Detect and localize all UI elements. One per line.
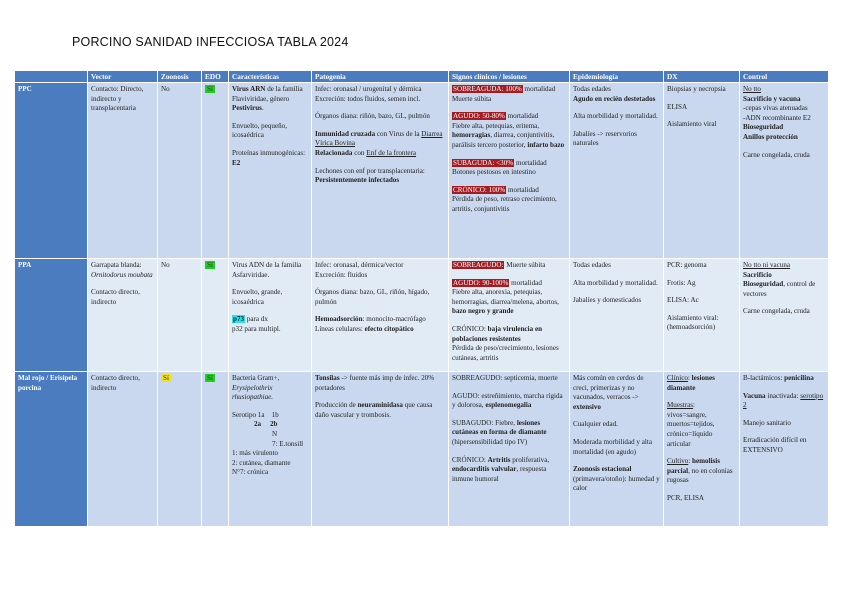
cell-ppc-dx: Biopsias y necropsia ELISA Aislamiento viral [664, 83, 740, 259]
cell-ppc-vector: Contacto: Directo, indirecto y transplacentaria [88, 83, 158, 259]
cell-ppa-vector: Garrapata blanda: Ornitodorus moubata Contacto directo, indirecto [88, 259, 158, 372]
cell-ppa-control: No tto ni vacuna Sacrificio Bioseguridad, control de vectores Carne congelada, cruda [740, 259, 829, 372]
table-row-malrojo [15, 372, 829, 527]
cell-ppa-patogenia: Infec: oronasal, dérmica/vector Excreción: fluidos Órganos diana: bazo, GL, riñón, hígado, pulmón Hemoadsorción: monocito-macrófago Líneas celulares: efecto citopático [312, 259, 449, 372]
document-title: PORCINO SANIDAD INFECCIOSA TABLA 2024 [72, 35, 349, 49]
cell-ppa-signos: SOBREAGUDO: Muerte súbita AGUDO: 90-100% mortalidad Fiebre alta, anorexia, petequias, hemorragias, diarrea/melena, abortos, bazo negro y grande CRÓNICO: baja virulencia en poblaciones resistentes Pérdida de peso/crecimiento, lesiones cutáneas, artritis [449, 259, 570, 372]
cell-ppc-patogenia: Infec: oronasal / urogenital y dérmica Excreción: todos fluidos, semen incl. Órganos diana: riñón, bazo, GL, pulmón Inmunidad cruzada con Virus de la Diarrea Vírica Bovina Relacionada con Enf de la frontera Lechones con enf por transplacentaria: Persistentemente infectados [312, 83, 449, 259]
table-row-ppc [15, 83, 829, 259]
edo-badge: Sí [207, 261, 213, 269]
header-vector: Vector [88, 71, 158, 83]
header-row [15, 71, 829, 83]
cell-ppa-edo [202, 259, 229, 372]
row-label-malrojo: Mal rojo / Erisipela porcina [15, 372, 88, 527]
header-zoonosis: Zoonosis [158, 71, 202, 83]
header-control: Control [740, 71, 829, 83]
header-cell [15, 71, 88, 83]
edo-badge: Sí [207, 85, 213, 93]
cell-malrojo-signos: SOBREAGUDO: septicemia, muerte AGUDO: estreñimiento, marcha rígida y dolorosa, esplenomegalia SUBAGUDO: Fiebre, lesiones cutáneas en forma de diamante (hipersensibilidad tipo IV) CRÓNICO: Artritis proliferativa, endocarditis valvular, respuesta inmune humoral [449, 372, 570, 527]
cell-malrojo-vector: Contacto directo, indirecto [88, 372, 158, 527]
cell-ppa-epidemiologia: Todas edades Alta morbilidad y mortalidad. Jabalíes y domesticados [570, 259, 664, 372]
cell-ppc-zoonosis: No [158, 83, 202, 259]
cell-malrojo-epidemiologia: Más común en cerdos de creci, primerizas y no vacunados, verracos -> extensivo Cualquier edad. Moderada morbilidad y alta mortalidad (en agudo) Zoonosis estacional (primavera/otoño): humedad y calor [570, 372, 664, 527]
header-signos: Signos clínicos / lesiones [449, 71, 570, 83]
header-dx: DX [664, 71, 740, 83]
disease-table [14, 70, 829, 527]
edo-badge: Sí [207, 374, 213, 382]
header-edo: EDO [202, 71, 229, 83]
cell-ppc-epidemiologia: Todas edades Agudo en recién destetados Alta morbilidad y mortalidad. Jabalíes -> reservorios naturales [570, 83, 664, 259]
cell-malrojo-patogenia: Tonsilas -> fuente más imp de infec. 20% portadores Producción de neuraminidasa que causa daño vascular y trombosis. [312, 372, 449, 527]
header-caracteristicas: Características [229, 71, 312, 83]
cell-ppa-dx: PCR: genoma Frotis: Ag ELISA: Ac Aislamiento viral: (hemoadsorción) [664, 259, 740, 372]
row-label-ppa: PPA [15, 259, 88, 372]
cell-malrojo-zoonosis [158, 372, 202, 527]
row-label-ppc: PPC [15, 83, 88, 259]
header-patogenia: Patogenia [312, 71, 449, 83]
cell-ppc-edo [202, 83, 229, 259]
cell-malrojo-control: B-lactámicos: penicilina Vacuna inactivada: serotipo 2 Manejo sanitario Erradicación difícil en EXTENSIVO [740, 372, 829, 527]
header-epidemiologia: Epidemiología [570, 71, 664, 83]
cell-ppa-caracteristicas: Virus ADN de la familia Asfarviridae. Envuelto, grande, icosaédrica p73 para dx p32 para multipl. [229, 259, 312, 372]
table-row-ppa [15, 259, 829, 372]
cell-malrojo-dx: Clínico: lesiones diamante Muestras: vivos=sangre, muertos=tejidos, crónico=líquido articular Cultivo: hemolisis parcial, no en colonias rugosas PCR, ELISA [664, 372, 740, 527]
cell-ppa-zoonosis: No [158, 259, 202, 372]
cell-ppc-control: No tto Sacrificio y vacuna -cepas vivas atenuadas -ADN recombinante E2 Bioseguridad Anillos protección Carne congelada, cruda [740, 83, 829, 259]
cell-ppc-signos: SOBREAGUDA: 100% mortalidad Muerte súbita AGUDO: 50-80% mortalidad Fiebre alta, petequias, eritema, hemorragias, diarrea, conjuntivitis, parálisis tercero posterior, infarto bazo SUBAGUDA: <30% mortalidad Botones pestosos en intestino CRÓNICO: 100% mortalidad Pérdida de peso, retraso crecimiento, artritis, conjuntivitis [449, 83, 570, 259]
zoonosis-badge: Sí [163, 374, 169, 382]
cell-malrojo-edo [202, 372, 229, 527]
cell-malrojo-caracteristicas: Bacteria Gram+, Erysipelothrix rhusiopathiae. Serotipo 1a 1b 2a 2b N 7: E.tonsill 1: más virulento 2: cutánea, diamante N°7: crónica [229, 372, 312, 527]
cell-ppc-caracteristicas: Virus ARN de la familia Flaviviridae, género Pestivirus. Envuelto, pequeño, icosaédrica Proteínas inmunogénicas: E2 [229, 83, 312, 259]
